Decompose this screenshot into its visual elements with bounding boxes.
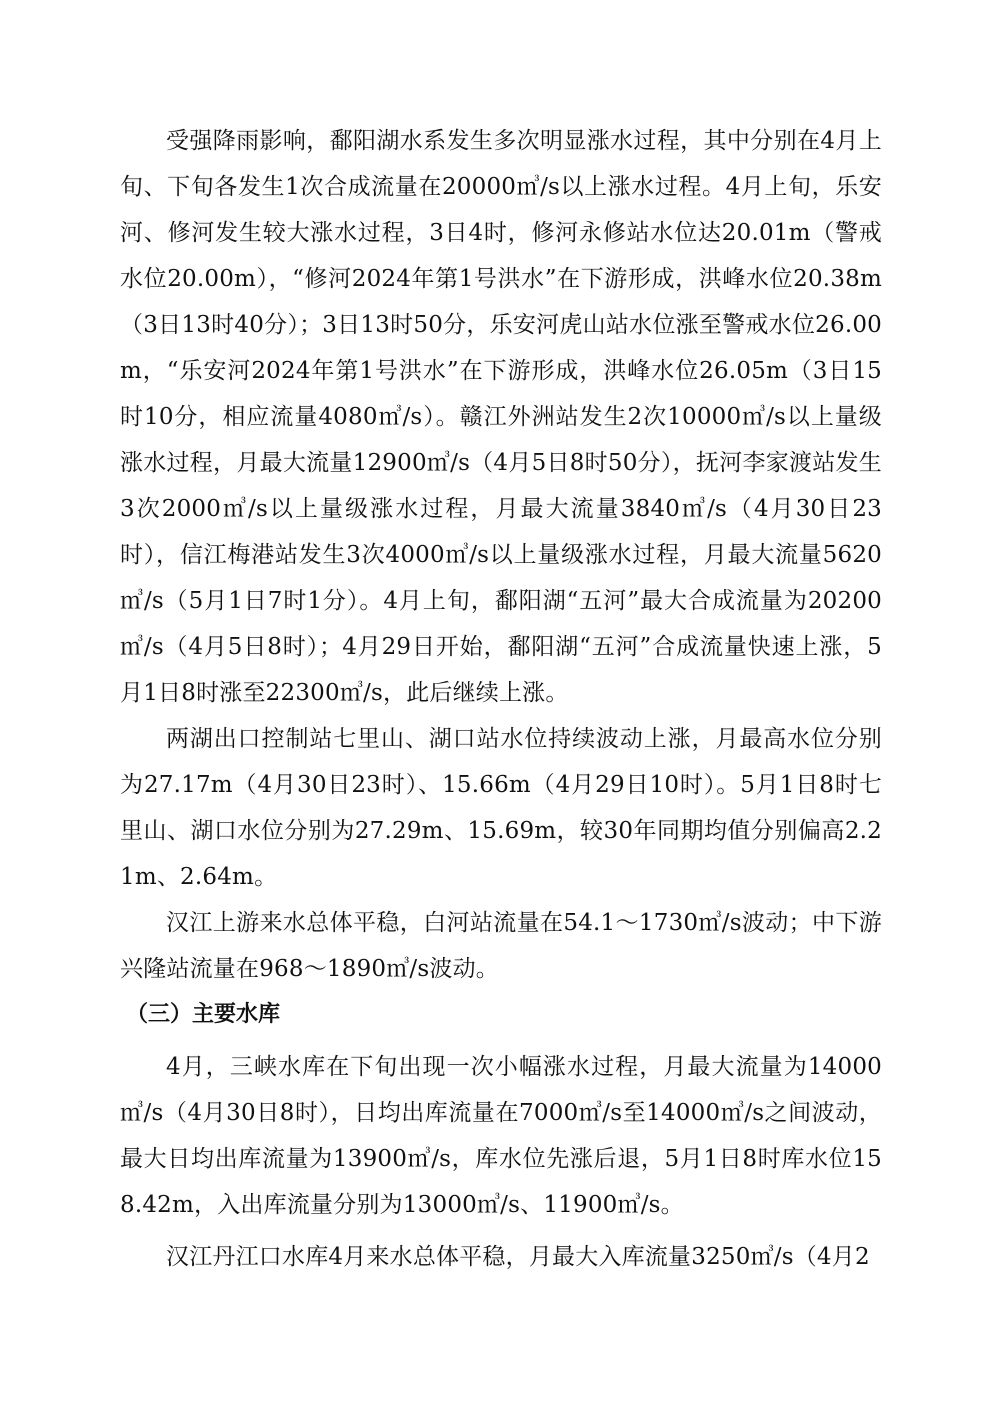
paragraph-three-gorges-reservoir: 4月，三峡水库在下旬出现一次小幅涨水过程，月最大流量为14000㎥/s（4月30日8时），日均出库流量在7000㎥/s至14000㎥/s之间波动，最大日均出库流量为13900㎥/s，库水位先涨后退，5月1日8时库水位158.42m，入出库流量分别为13000㎥/s、11900㎥/s。 [120,1054,882,1218]
paragraph-lake-outlet-levels: 两湖出口控制站七里山、湖口站水位持续波动上涨，月最高水位分别为27.17m（4月30日23时）、15.66m（4月29日10时）。5月1日8时七里山、湖口水位分别为27.29m、15.69m，较30年同期均值分别偏高2.21m、2.64m。 [120,726,882,890]
section-heading-main-reservoirs: （三）主要水库 [126,1002,281,1027]
paragraph-han-river-flow: 汉江上游来水总体平稳，白河站流量在54.1～1730㎥/s波动；中下游兴隆站流量在968～1890㎥/s波动。 [120,910,882,982]
paragraph-danjiangkou-reservoir: 汉江丹江口水库4月来水总体平稳，月最大入库流量3250㎥/s（4月2 [166,1244,870,1270]
paragraph-poyang-lake-floods: 受强降雨影响，鄱阳湖水系发生多次明显涨水过程，其中分别在4月上旬、下旬各发生1次合成流量在20000㎥/s以上涨水过程。4月上旬，乐安河、修河发生较大涨水过程，3日4时，修河永修站水位达20.01m（警戒水位20.00m），“修河2024年第1号洪水”在下游形成，洪峰水位20.38m（3日13时40分）；3日13时50分，乐安河虎山站水位涨至警戒水位26.00m，“乐安河2024年第1号洪水”在下游形成，洪峰水位26.05m（3日15时10分，相应流量4080㎥/s）。赣江外洲站发生2次10000㎥/s以上量级涨水过程，月最大流量12900㎥/s（4月5日8时50分），抚河李家渡站发生3次2000㎥/s以上量级涨水过程，月最大流量3840㎥/s（4月30日23时），信江梅港站发生3次4000㎥/s以上量级涨水过程，月最大流量5620㎥/s（5月1日7时1分）。4月上旬，鄱阳湖“五河”最大合成流量为20200㎥/s（4月5日8时）；4月29日开始，鄱阳湖“五河”合成流量快速上涨，5月1日8时涨至22300㎥/s，此后继续上涨。 [120,128,882,706]
document-body [120,118,882,1280]
